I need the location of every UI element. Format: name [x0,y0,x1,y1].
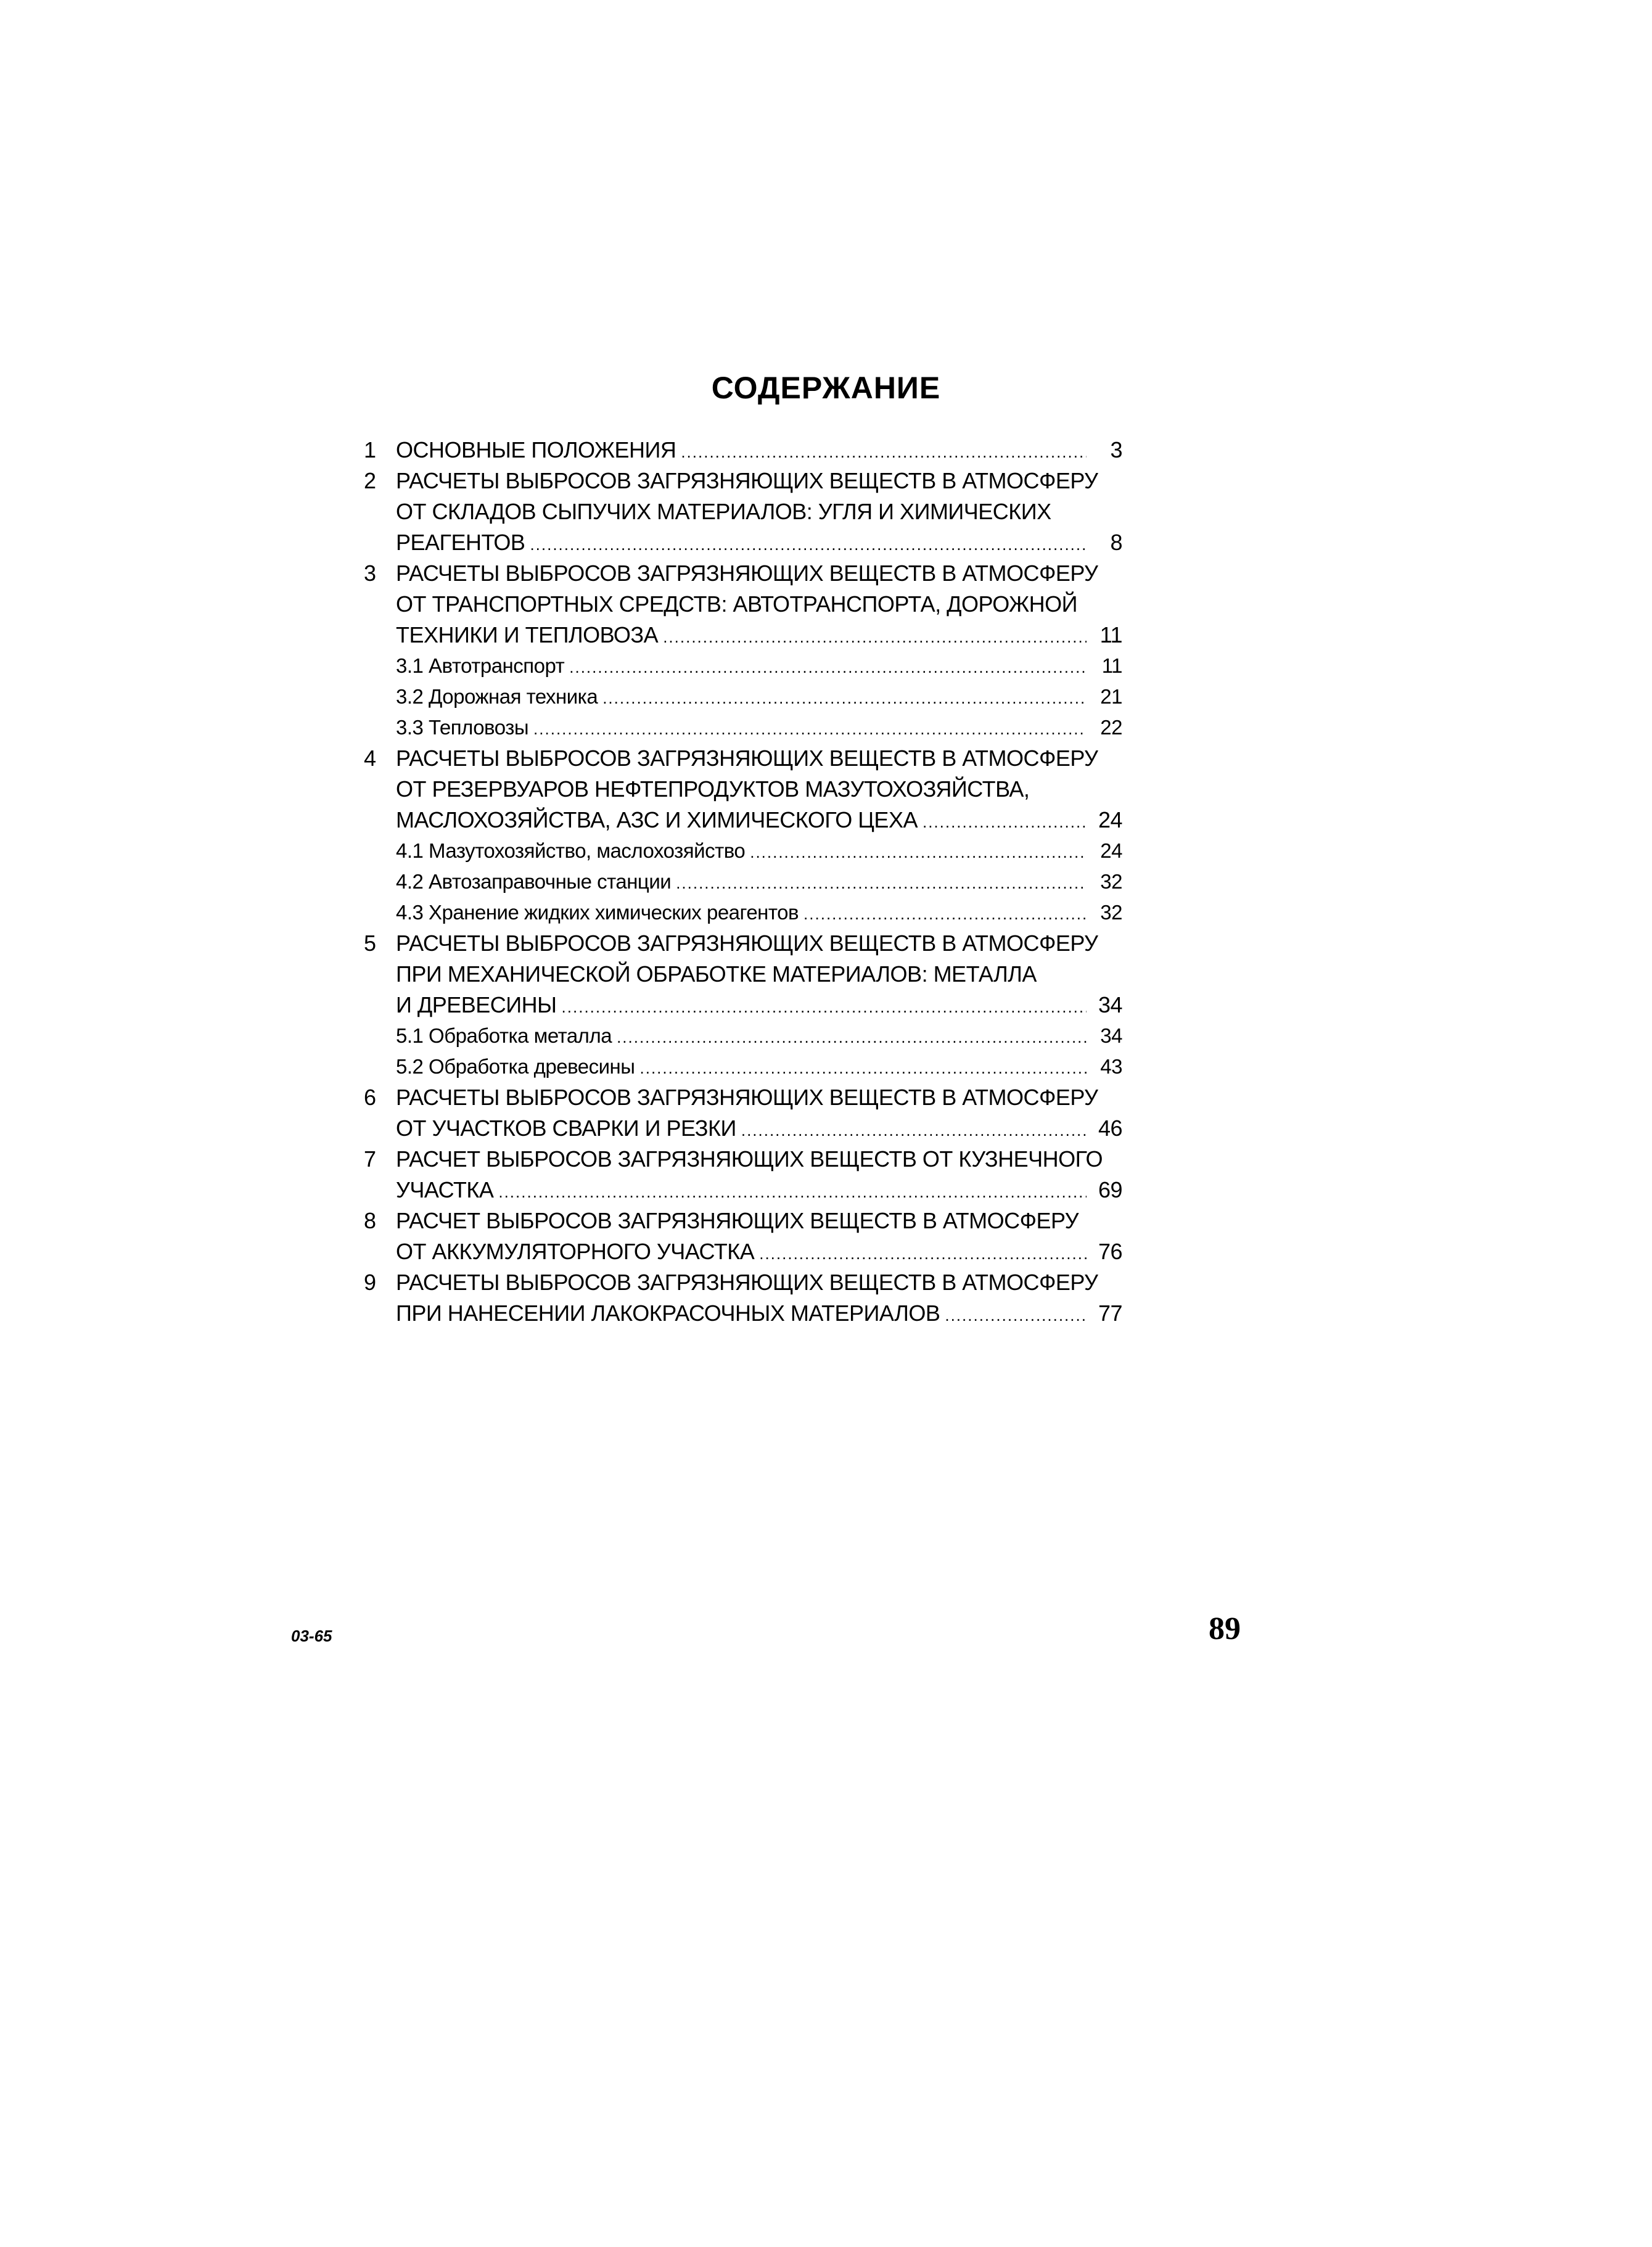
toc-title: 4.2 Автозаправочные станции [396,870,672,893]
dot-leader [945,1300,1087,1331]
toc-title: ОТ РЕЗЕРВУАРОВ НЕФТЕПРОДУКТОВ МАЗУТОХОЗЯЙСТВА, [396,776,1030,802]
toc-title: РАСЧЕТ ВЫБРОСОВ ЗАГРЯЗНЯЮЩИХ ВЕЩЕСТВ В АТМОСФЕРУ [396,1208,1079,1233]
toc-title: ОТ СКЛАДОВ СЫПУЧИХ МАТЕРИАЛОВ: УГЛЯ И ХИМИЧЕСКИХ [396,499,1051,524]
dot-leader [741,1115,1087,1146]
toc-title: РЕАГЕНТОВ [396,530,525,555]
toc-number: 7 [364,1146,376,1172]
table-of-contents [364,435,1122,1329]
toc-number: 6 [364,1085,376,1110]
toc-page: 77 [1098,1300,1122,1326]
toc-entry-4-1[interactable] [364,836,1122,866]
dot-leader [569,652,1087,683]
dot-leader [602,683,1087,713]
toc-title: 4.1 Мазутохозяйство, маслохозяйство [396,839,746,862]
toc-title: РАСЧЕТЫ ВЫБРОСОВ ЗАГРЯЗНЯЮЩИХ ВЕЩЕСТВ В АТМОСФЕРУ [396,561,1098,586]
dot-leader [640,1053,1087,1083]
toc-title: РАСЧЕТЫ ВЫБРОСОВ ЗАГРЯЗНЯЮЩИХ ВЕЩЕСТВ В АТМОСФЕРУ [396,1085,1098,1110]
toc-entry-3-line-1[interactable] [364,558,1122,589]
toc-entry-3-3[interactable] [364,712,1122,743]
toc-number: 1 [364,437,376,462]
toc-page: 32 [1100,870,1122,893]
toc-page: 32 [1100,901,1122,924]
toc-entry-4-line-1[interactable] [364,743,1122,774]
toc-page: 46 [1098,1115,1122,1141]
toc-title: РАСЧЕТ ВЫБРОСОВ ЗАГРЯЗНЯЮЩИХ ВЕЩЕСТВ ОТ КУЗНЕЧНОГО [396,1146,1103,1172]
toc-number: 8 [364,1208,376,1233]
dot-leader [676,868,1087,898]
toc-page: 34 [1100,1024,1122,1047]
toc-title: РАСЧЕТЫ ВЫБРОСОВ ЗАГРЯЗНЯЮЩИХ ВЕЩЕСТВ В АТМОСФЕРУ [396,930,1098,956]
toc-title: 3.3 Тепловозы [396,716,529,739]
dot-leader [923,807,1087,837]
toc-entry-3-1[interactable] [364,651,1122,681]
document-code: 03-65 [291,1627,332,1645]
toc-entry-5-line-1[interactable] [364,928,1122,959]
page-number: 89 [1209,1611,1241,1646]
toc-title: РАСЧЕТЫ ВЫБРОСОВ ЗАГРЯЗНЯЮЩИХ ВЕЩЕСТВ В АТМОСФЕРУ [396,468,1098,493]
dot-leader [803,898,1087,929]
toc-entry-4-line-3[interactable] [364,805,1122,836]
toc-title: ОСНОВНЫЕ ПОЛОЖЕНИЯ [396,437,676,462]
toc-page: 21 [1100,685,1122,708]
toc-title: 3.1 Автотранспорт [396,654,565,677]
toc-title: 3.2 Дорожная техника [396,685,598,708]
toc-page: 69 [1098,1177,1122,1202]
toc-number: 9 [364,1270,376,1295]
toc-page: 22 [1100,716,1122,739]
page-title: СОДЕРЖАНИЕ [711,371,941,405]
toc-entry-3-line-2[interactable] [364,589,1122,620]
toc-entry-7-line-1[interactable] [364,1144,1122,1175]
toc-title: УЧАСТКА [396,1177,494,1202]
toc-number: 5 [364,930,376,956]
toc-page: 24 [1100,839,1122,862]
toc-page: 76 [1098,1239,1122,1264]
dot-leader [759,1238,1087,1269]
dot-leader [750,837,1087,868]
toc-entry-8-line-1[interactable] [364,1206,1122,1236]
toc-entry-2-line-3[interactable] [364,527,1122,558]
toc-entry-3-2[interactable] [364,681,1122,712]
toc-page: 8 [1110,530,1122,555]
toc-entry-6-line-2[interactable] [364,1113,1122,1144]
dot-leader [533,713,1087,744]
toc-entry-4-line-2[interactable] [364,774,1122,805]
toc-title: ПРИ МЕХАНИЧЕСКОЙ ОБРАБОТКЕ МАТЕРИАЛОВ: МЕТАЛЛА [396,961,1037,987]
toc-page: 3 [1110,437,1122,462]
toc-entry-5-2[interactable] [364,1051,1122,1082]
toc-title: ТЕХНИКИ И ТЕПЛОВОЗА [396,622,659,647]
toc-entry-5-1[interactable] [364,1021,1122,1051]
toc-entry-9-line-2[interactable] [364,1298,1122,1329]
toc-title: ПРИ НАНЕСЕНИИ ЛАКОКРАСОЧНЫХ МАТЕРИАЛОВ [396,1300,940,1326]
toc-title: 4.3 Хранение жидких химических реагентов [396,901,799,924]
toc-number: 4 [364,746,376,771]
toc-entry-2-line-1[interactable] [364,466,1122,496]
toc-entry-5-line-2[interactable] [364,959,1122,990]
toc-title: РАСЧЕТЫ ВЫБРОСОВ ЗАГРЯЗНЯЮЩИХ ВЕЩЕСТВ В АТМОСФЕРУ [396,746,1098,771]
toc-title: РАСЧЕТЫ ВЫБРОСОВ ЗАГРЯЗНЯЮЩИХ ВЕЩЕСТВ В АТМОСФЕРУ [396,1270,1098,1295]
toc-entry-9-line-1[interactable] [364,1267,1122,1298]
toc-page: 24 [1098,807,1122,832]
toc-entry-7-line-2[interactable] [364,1175,1122,1206]
toc-entry-3-line-3[interactable] [364,620,1122,651]
toc-page: 11 [1101,654,1122,677]
toc-entry-6-line-1[interactable] [364,1082,1122,1113]
toc-title: ОТ ТРАНСПОРТНЫХ СРЕДСТВ: АВТОТРАНСПОРТА, ДОРОЖНОЙ [396,591,1078,617]
toc-title: 5.2 Обработка древесины [396,1055,635,1078]
toc-title: И ДРЕВЕСИНЫ [396,992,557,1017]
dot-leader [681,437,1087,467]
toc-number: 3 [364,561,376,586]
dot-leader [498,1177,1087,1207]
toc-title: 5.1 Обработка металла [396,1024,612,1047]
toc-entry-4-2[interactable] [364,866,1122,897]
toc-title: МАСЛОХОЗЯЙСТВА, АЗС И ХИМИЧЕСКОГО ЦЕХА [396,807,918,832]
dot-leader [617,1022,1087,1053]
dot-leader [530,529,1087,560]
toc-title: ОТ УЧАСТКОВ СВАРКИ И РЕЗКИ [396,1115,736,1141]
toc-entry-4-3[interactable] [364,897,1122,928]
toc-page: 11 [1099,622,1122,647]
toc-entry-1[interactable] [364,435,1122,466]
toc-number: 2 [364,468,376,493]
toc-entry-8-line-2[interactable] [364,1236,1122,1267]
toc-page: 34 [1098,992,1122,1017]
toc-page: 43 [1100,1055,1122,1078]
toc-entry-2-line-2[interactable] [364,496,1122,527]
dot-leader [562,992,1087,1022]
toc-title: ОТ АККУМУЛЯТОРНОГО УЧАСТКА [396,1239,755,1264]
dot-leader [663,622,1087,652]
toc-entry-5-line-3[interactable] [364,990,1122,1021]
